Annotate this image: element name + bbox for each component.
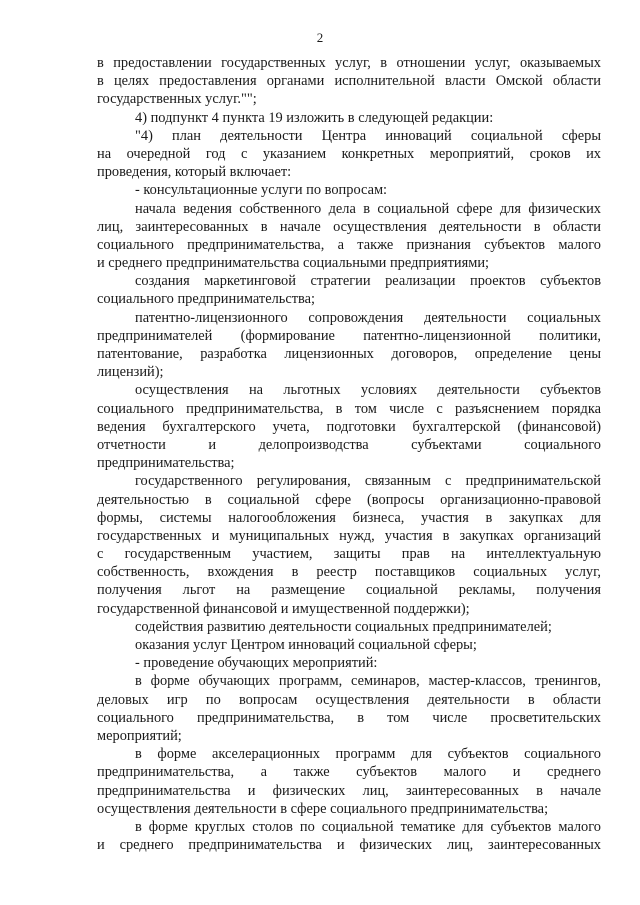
text-line: лицензий);	[97, 364, 164, 381]
text-line: государственных услуг."";	[97, 91, 257, 108]
text-line: деловых игр по вопросам осуществления деятельности в области	[97, 691, 601, 708]
page-number: 2	[316, 30, 324, 45]
text-line: предпринимателей (формирование патентно-лицензионной политики,	[97, 327, 601, 344]
text-line: в предоставлении государственных услуг, в отношении услуг, оказываемых	[97, 55, 601, 71]
text-line: оказания услуг Центром инноваций социальной сферы;	[135, 637, 477, 653]
text-line: - проведение обучающих мероприятий:	[135, 655, 378, 672]
text-line: собственность, вхождения в реестр поставщиков социальных услуг,	[97, 564, 601, 581]
text-line: формы, системы налогообложения бизнеса, участия в закупках для	[97, 509, 601, 526]
text-line: начала ведения собственного дела в социальной сфере для физических	[135, 200, 601, 217]
text-line: социального предпринимательства, в том числе просветительских	[97, 709, 601, 726]
text-line: осуществления деятельности в сфере социального предпринимательства;	[97, 800, 549, 817]
text-line: государственной финансовой и имущественной поддержки);	[97, 600, 470, 617]
text-line: в форме круглых столов по социальной тематике для субъектов малого	[135, 818, 601, 835]
text-line: - консультационные услуги по вопросам:	[135, 182, 388, 199]
text-line: государственных и муниципальных нужд, участия в закупках организаций	[97, 527, 601, 544]
text-line: отчетности и делопроизводства субъектами социального	[97, 436, 601, 453]
text-line: патентование, разработка лицензионных договоров, определение цены	[97, 346, 601, 362]
document-body-text	[97, 54, 601, 854]
text-line: социального предпринимательства;	[97, 291, 316, 308]
text-line: социального предпринимательства, а также признания субъектов малого	[97, 236, 601, 253]
text-line: "4) план деятельности Центра инноваций социальной сферы	[135, 127, 601, 144]
text-line: лиц, заинтересованных в начале осуществления деятельности в области	[97, 218, 601, 235]
text-line: мероприятий;	[97, 727, 182, 744]
text-line: с государственным участием, защиты прав на интеллектуальную	[97, 546, 601, 563]
text-line: деятельностью в социальной сфере (вопросы организационно-правовой	[97, 491, 601, 508]
text-line: содействия развитию деятельности социальных предпринимателей;	[135, 618, 552, 635]
text-line: проведения, который включает:	[97, 164, 292, 181]
text-line: патентно-лицензионного сопровождения деятельности социальных	[135, 309, 601, 326]
text-line: предпринимательства;	[97, 455, 235, 472]
text-line: государственного регулирования, связанным с предпринимательской	[135, 473, 601, 490]
text-line: 4) подпункт 4 пункта 19 изложить в следующей редакции:	[135, 109, 494, 126]
text-line: в целях предоставления органами исполнительной власти Омской области	[97, 73, 601, 90]
text-line: предпринимательства и физических лиц, заинтересованных в начале	[97, 782, 601, 799]
text-line: и среднего предпринимательства и физических лиц, заинтересованных	[97, 837, 601, 854]
text-line: предпринимательства, а также субъектов малого и среднего	[97, 764, 601, 781]
text-line: в форме обучающих программ, семинаров, мастер-классов, тренингов,	[135, 673, 601, 690]
text-line: на очередной год с указанием конкретных мероприятий, сроков их	[97, 145, 601, 162]
text-line: социального предпринимательства, в том числе с разъяснением порядка	[97, 400, 601, 417]
text-line: осуществления на льготных условиях деятельности субъектов	[135, 382, 601, 399]
text-line: в форме акселерационных программ для субъектов социального	[135, 746, 601, 763]
text-line: создания маркетинговой стратегии реализации проектов субъектов	[135, 273, 601, 290]
text-line: получения льгот на размещение социальной рекламы, получения	[97, 582, 601, 599]
text-line: и среднего предпринимательства социальными предприятиями;	[97, 255, 490, 272]
text-line: ведения бухгалтерского учета, подготовки бухгалтерской (финансовой)	[97, 418, 601, 435]
